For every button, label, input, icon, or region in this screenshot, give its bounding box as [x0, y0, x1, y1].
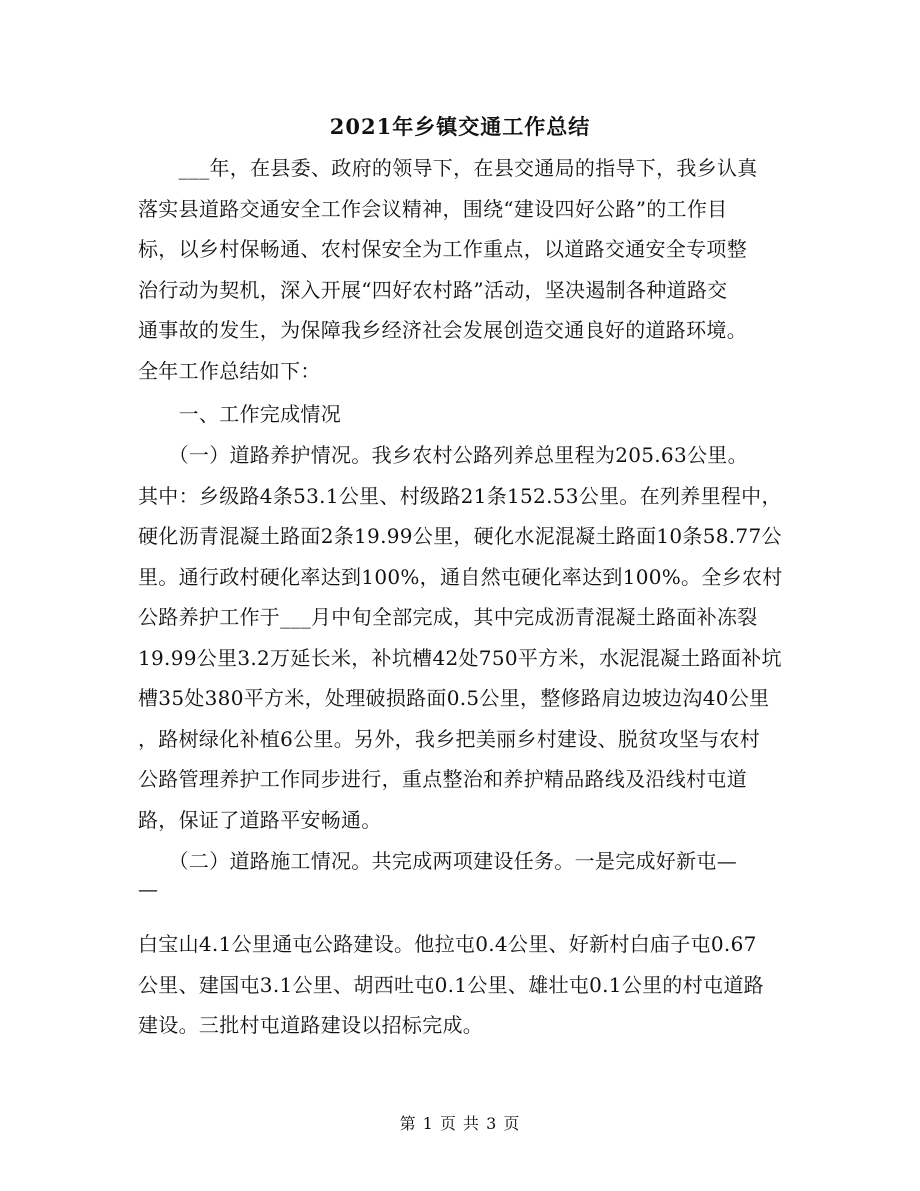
- body-line: 公路养护工作于___月中旬全部完成，其中完成沥青混凝土路面补冻裂: [138, 605, 758, 629]
- body-line: 通事故的发生，为保障我乡经济社会发展创造交通良好的道路环境。: [138, 318, 747, 342]
- body-line: 治行动为契机，深入开展“四好农村路”活动，坚决遏制各种道路交: [138, 278, 728, 302]
- body-line: 标，以乡村保畅通、农村保安全为工作重点，以道路交通安全专项整: [138, 237, 747, 261]
- body-line: 19.99公里3.2万延长米，补坑槽42处750平方米，水泥混凝土路面补坑: [138, 646, 782, 670]
- body-line: 槽35处380平方米，处理破损路面0.5公里，整修路肩边坡边沟40公里: [138, 686, 770, 710]
- body-line: ___年，在县委、政府的领导下，在县交通局的指导下，我乡认真: [138, 156, 758, 180]
- body-line: 建设。三批村屯道路建设以招标完成。: [138, 1013, 484, 1037]
- body-line: （二）道路施工情况。共完成两项建设任务。一是完成好新屯—: [138, 849, 737, 873]
- page-number: 第 1 页 共 3 页: [399, 1114, 521, 1133]
- document-title: 2021年乡镇交通工作总结: [329, 114, 591, 139]
- body-line: 里。通行政村硬化率达到100%，通自然屯硬化率达到100%。全乡农村: [138, 565, 783, 589]
- section-heading: 一、工作完成情况: [138, 402, 341, 426]
- body-line: 硬化沥青混凝土路面2条19.99公里，硬化水泥混凝土路面10条58.77公: [138, 524, 782, 548]
- body-line: —: [138, 877, 159, 901]
- body-line: 全年工作总结如下：: [138, 359, 321, 383]
- body-line: 公路管理养护工作同步进行，重点整治和养护精品路线及沿线村屯道: [138, 767, 747, 791]
- body-line: ，路树绿化补植6公里。另外，我乡把美丽乡村建设、脱贫攻坚与农村: [138, 727, 761, 751]
- body-line: 其中：乡级路4条53.1公里、村级路21条152.53公里。在列养里程中，: [138, 484, 782, 508]
- body-line: 公里、建国屯3.1公里、胡西吐屯0.1公里、雄壮屯0.1公里的村屯道路: [138, 973, 764, 997]
- body-line: 白宝山4.1公里通屯公路建设。他拉屯0.4公里、好新村白庙子屯0.67: [138, 932, 757, 956]
- body-line: 路，保证了道路平安畅通。: [138, 808, 382, 832]
- body-line: 落实县道路交通安全工作会议精神，围绕“建设四好公路”的工作目: [138, 197, 728, 221]
- body-line: （一）道路养护情况。我乡农村公路列养总里程为205.63公里。: [138, 443, 748, 467]
